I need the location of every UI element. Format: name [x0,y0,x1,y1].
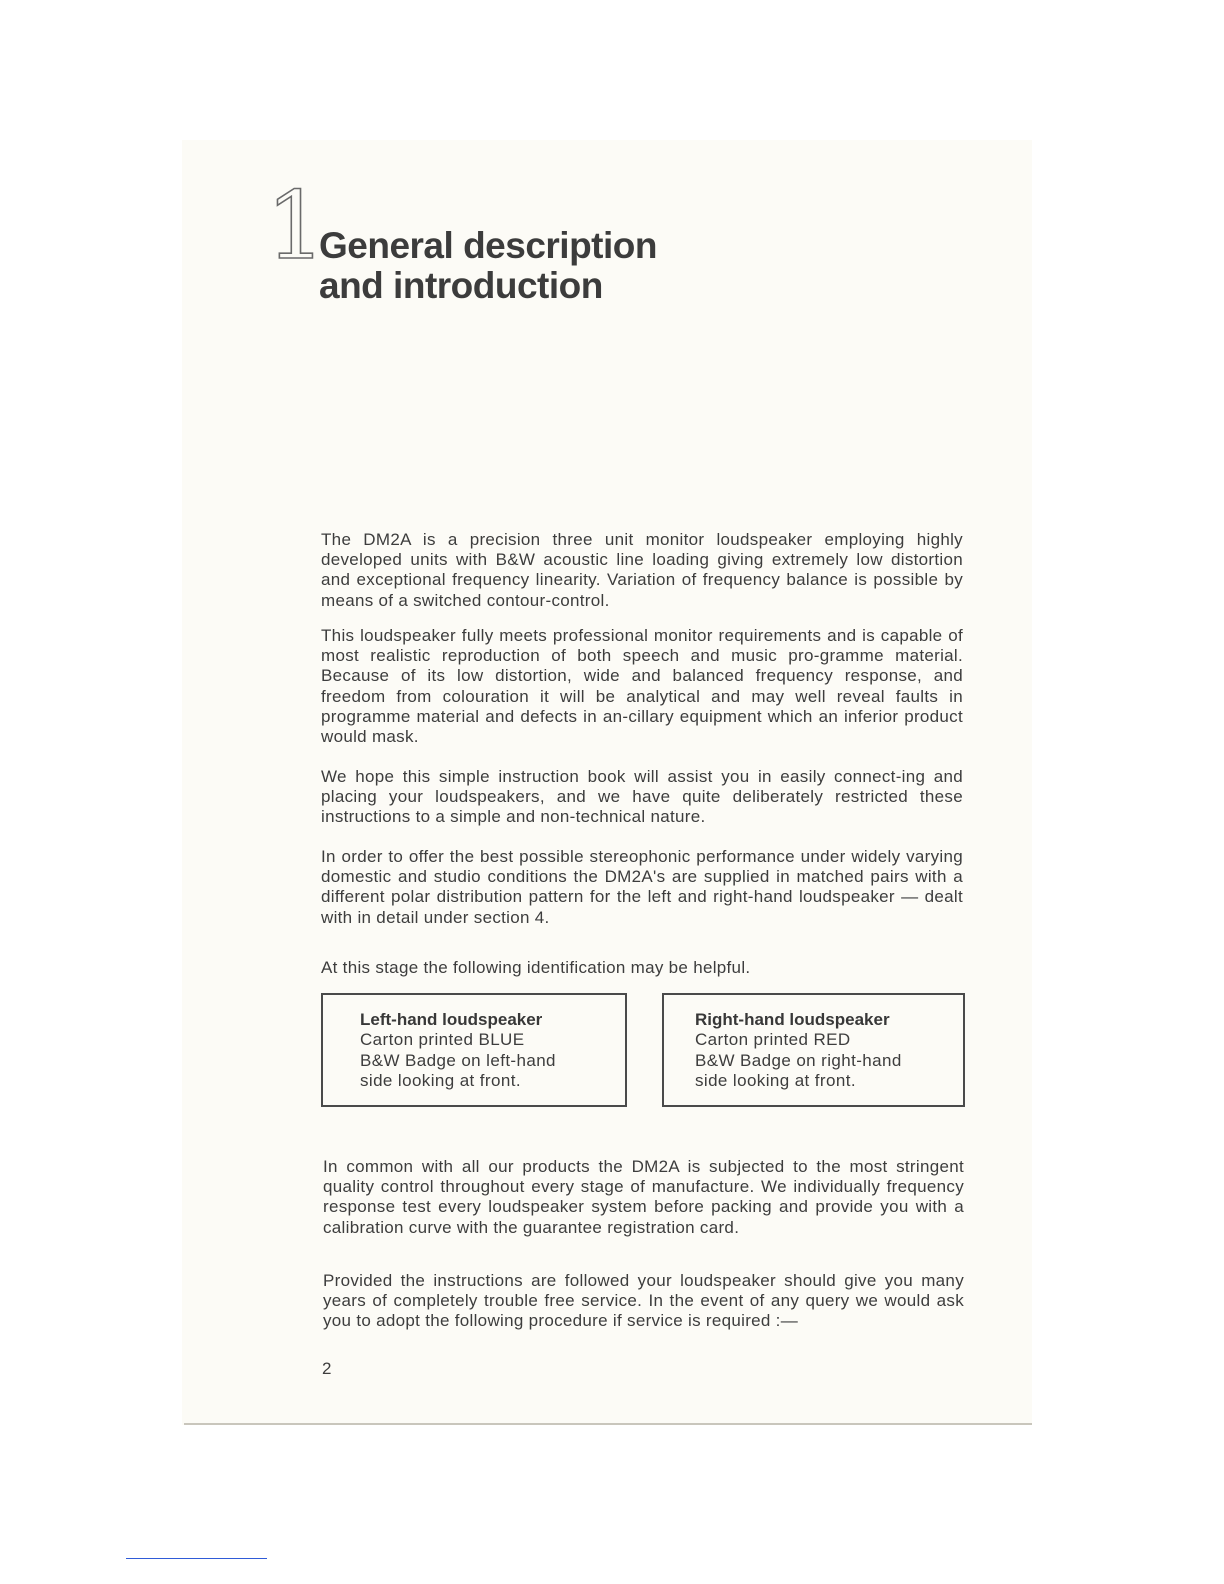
paragraph-identification-intro: At this stage the following identification may be helpful. [321,958,751,977]
page-title [319,226,657,306]
right-loudspeaker-side: side looking at front. [695,1070,856,1090]
right-loudspeaker-badge: B&W Badge on right-hand [695,1050,902,1070]
left-loudspeaker-carton: Carton printed BLUE [360,1030,525,1050]
title-line-2: and introduction [319,265,603,306]
chapter-number: 1 [266,172,326,281]
right-loudspeaker-carton: Carton printed RED [695,1030,851,1050]
left-loudspeaker-side: side looking at front. [360,1070,521,1090]
paragraph-matched-pairs: In order to offer the best possible stereophonic performance under widely varying domestic and studio conditions the DM2A's are supplied in matched pairs with a different polar distribution pattern for the left and right-hand loudspeaker — dealt with in detail under section 4. [321,847,963,927]
footer-link-underline [126,1558,267,1559]
right-loudspeaker-box [662,993,965,1107]
right-loudspeaker-heading: Right-hand loudspeaker [695,1010,890,1029]
paragraph-instruction-book: We hope this simple instruction book will assist you in easily connect-ing and placing your loudspeakers, and we have quite deliberately restricted these instructions to a simple and non-technical nature. [321,767,963,827]
paragraph-service-procedure: Provided the instructions are followed your loudspeaker should give you many years of completely trouble free service. In the event of any query we would ask you to adopt the following procedure if service is required :— [323,1271,964,1331]
left-loudspeaker-box [321,993,627,1107]
title-line-1: General description [319,225,657,266]
left-loudspeaker-heading: Left-hand loudspeaker [360,1010,543,1029]
page-bottom-rule [184,1423,1032,1425]
page-number: 2 [322,1359,332,1378]
left-loudspeaker-badge: B&W Badge on left-hand [360,1050,556,1070]
paragraph-monitor-requirements: This loudspeaker fully meets professional monitor requirements and is capable of most realistic reproduction of both speech and music pro-gramme material. Because of its low distortion, wide and balanced frequency response, and freedom from colouration it will be analytical and may well reveal faults in programme material and defects in an-cillary equipment which an inferior product would mask. [321,626,963,747]
paragraph-intro: The DM2A is a precision three unit monitor loudspeaker employing highly developed units with B&W acoustic line loading giving extremely low distortion and exceptional frequency linearity. Variation of frequency balance is possible by means of a switched contour-control. [321,530,963,610]
paragraph-quality-control: In common with all our products the DM2A is subjected to the most stringent quality control throughout every stage of manufacture. We individually frequency response test every loudspeaker system before packing and provide you with a calibration curve with the guarantee registration card. [323,1157,964,1237]
